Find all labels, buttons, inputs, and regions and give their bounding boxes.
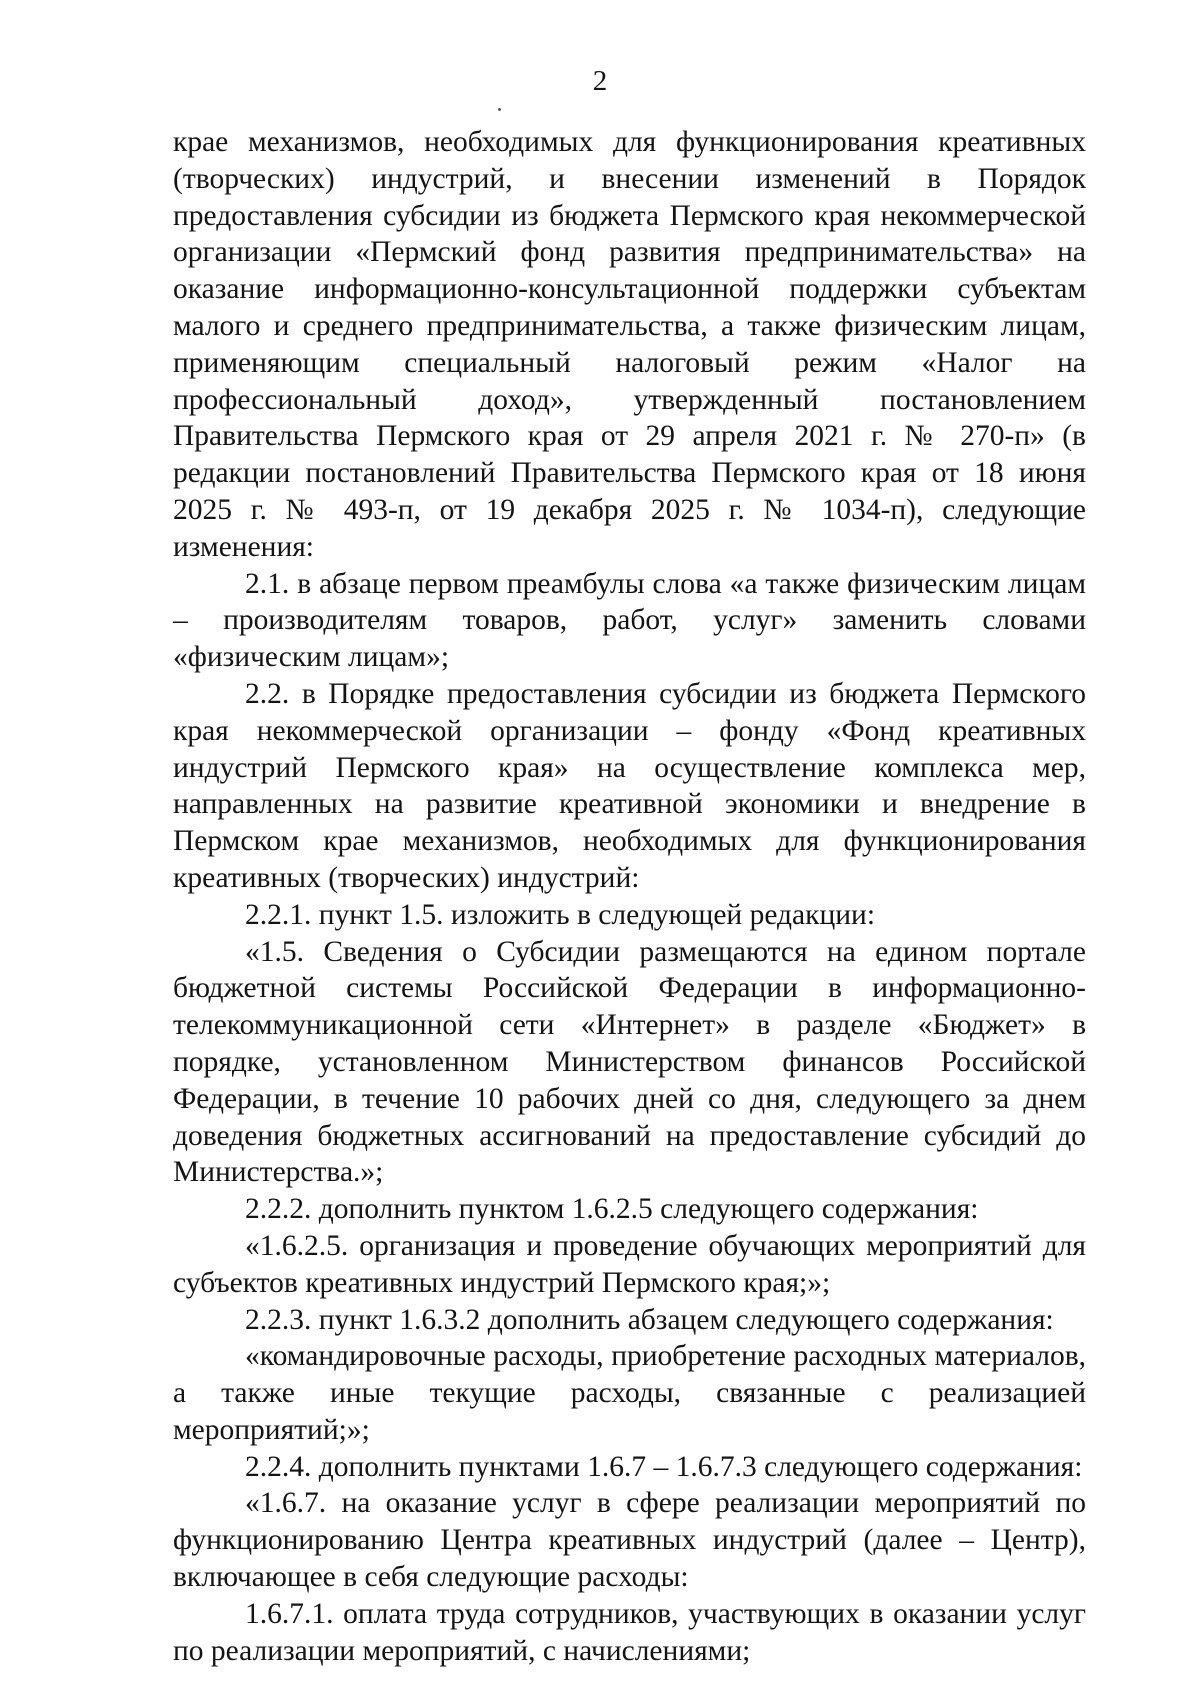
paragraph-item-2-2-3: 2.2.3. пункт 1.6.3.2 дополнить абзацем следующего содержания: — [245, 1303, 1054, 1336]
paragraph-item-1-6-7: «1.6.7. на оказание услуг в сфере реализации мероприятий по функционированию Центра креативных индустрий (далее – Центр), включающее в себя следующие расходы: — [173, 1487, 1086, 1594]
paragraph-intro: крае механизмов, необходимых для функционирования креативных (творческих) индустрий, и внесении изменений в Порядок предоставления субсидии из бюджета Пермского края некоммерческой организации «Пермский фонд развития предпринимательства» на оказание информационно-консультационной поддержки субъектам малого и среднего предпринимательства, а также физическим лицам, применяющим специальный налоговый режим «Налог на профессиональный доход», утвержденный постановлением Правительства Пермского края от 29 апреля 2021 г. № 270-п» (в редакции постановлений Правительства Пермского края от 18 июня 2025 г. № 493-п, от 19 декабря 2025 г. № 1034-п), следующие изменения: — [173, 126, 1086, 563]
paragraph-item-1-5: «1.5. Сведения о Субсидии размещаются на едином портале бюджетной системы Российской Федерации в информационно-телекоммуникационной сети «Интернет» в разделе «Бюджет» в порядке, установленном Министерством финансов Российской Федерации, в течение 10 рабочих дней со дня, следующего за днем доведения бюджетных ассигнований на предоставление субсидий до Министерства.»; — [173, 935, 1086, 1189]
paragraph-item-2-2-1: 2.2.1. пункт 1.5. изложить в следующей редакции: — [245, 898, 876, 931]
paragraph-item-2-2-2: 2.2.2. дополнить пунктом 1.6.2.5 следующего содержания: — [245, 1193, 979, 1226]
paragraph-item-2-2-4: 2.2.4. дополнить пунктами 1.6.7 – 1.6.7.3 следующего содержания: — [245, 1450, 1083, 1483]
scan-speck — [498, 108, 501, 111]
document-body — [173, 124, 1086, 1669]
paragraph-item-2-1: 2.1. в абзаце первом преамбулы слова «а также физическим лицам – производителям товаров, работ, услуг» заменить словами «физическим лицам»; — [173, 567, 1086, 674]
paragraph-item-travel-expenses: «командировочные расходы, приобретение расходных материалов, а также иные текущие расходы, связанные с реализацией мероприятий;»; — [173, 1340, 1086, 1446]
page-number: 2 — [592, 65, 608, 97]
paragraph-item-1-6-2-5: «1.6.2.5. организация и проведение обучающих мероприятий для субъектов креативных индустрий Пермского края;»; — [173, 1229, 1086, 1299]
paragraph-item-1-6-7-1: 1.6.7.1. оплата труда сотрудников, участвующих в оказании услуг по реализации мероприятий, с начислениями; — [173, 1597, 1086, 1667]
paragraph-item-2-2: 2.2. в Порядке предоставления субсидии из бюджета Пермского края некоммерческой организации – фонду «Фонд креативных индустрий Пермского края» на осуществление комплекса мер, направленных на развитие креативной экономики и внедрение в Пермском крае механизмов, необходимых для функционирования креативных (творческих) индустрий: — [173, 677, 1086, 894]
